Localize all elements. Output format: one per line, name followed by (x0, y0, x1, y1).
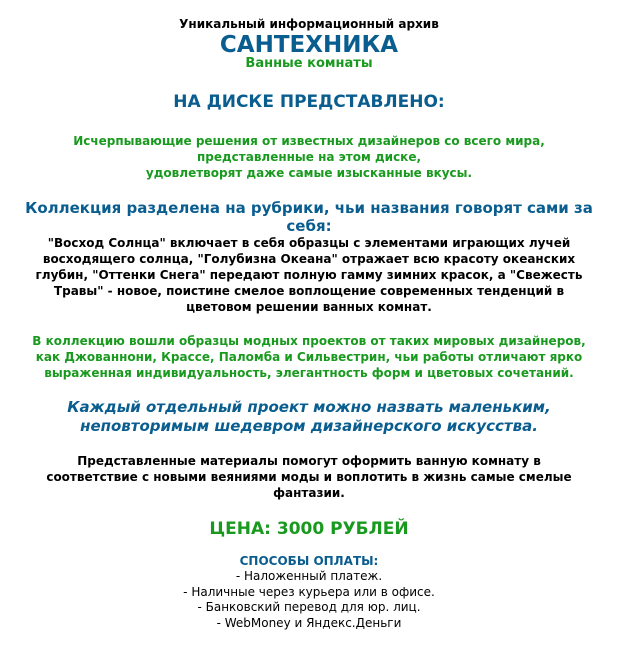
product-category: Ванные комнаты (245, 56, 373, 71)
collection-heading-line: Коллекция разделена на рубрики, чьи названия говорят сами за (25, 199, 593, 217)
collection-line: цветовом решении ванных комнат. (186, 300, 432, 314)
collection-line: глубин, "Оттенки Снега" передают полную гамму зимних красок, а "Свежесть (35, 268, 583, 282)
archive-tagline: Уникальный информационный архив (179, 17, 439, 31)
materials-line: фантазии. (273, 486, 345, 500)
masterpiece-statement (0, 398, 618, 436)
collection-line: Травы" - новое, поистине смелое воплощение современных тенденций в (53, 284, 565, 298)
masterpiece-line: Каждый отдельный проект можно назвать маленьким, (67, 398, 551, 416)
intro-line: удовлетворят даже самые изысканные вкусы. (145, 166, 473, 180)
masterpiece-line: неповторимым шедевром дизайнерского искусства. (80, 417, 538, 435)
product-description-page (0, 17, 618, 631)
payment-method-item: - Наложенный платеж. (235, 569, 383, 583)
on-disc-heading: НА ДИСКЕ ПРЕДСТАВЛЕНО: (173, 92, 445, 112)
collection-heading-line: себя: (286, 217, 332, 235)
intro-line: Исчерпывающие решения от известных дизайнеров со всего мира, (73, 134, 545, 148)
collection-heading (0, 199, 618, 235)
materials-paragraph (0, 453, 618, 501)
product-title: САНТЕХНИКА (219, 32, 399, 58)
collection-paragraph (0, 235, 618, 315)
collection-line: "Восход Солнца" включает в себя образцы с элементами играющих лучей (47, 236, 571, 250)
materials-line: Представленные материалы помогут оформить ванную комнату в (77, 454, 541, 468)
designers-line: В коллекцию вошли образцы модных проектов от таких мировых дизайнеров, (32, 334, 586, 348)
designers-line: выраженная индивидуальность, элегантность форм и цветовых сочетаний. (44, 366, 574, 380)
payment-method-item: - Наличные через курьера или в офисе. (183, 584, 435, 599)
designers-line: как Джованнони, Крассе, Паломба и Сильвестрин, чьи работы отличают ярко (35, 350, 583, 364)
intro-line: представленные на этом диске, (196, 150, 422, 164)
collection-line: восходящего солнца, "Голубизна Океана" отражает всю красоту океанских (42, 252, 576, 266)
intro-paragraph (0, 133, 618, 181)
materials-line: соответствие с новыми веяниями моды и воплотить в жизнь самые смелые (46, 470, 572, 484)
payment-method-item: - WebMoney и Яндекс.Деньги (216, 615, 402, 630)
payment-method-item: - Банковский перевод для юр. лиц. (197, 600, 421, 614)
payment-methods-title: СПОСОБЫ ОПЛАТЫ: (239, 554, 379, 568)
price-label: ЦЕНА: 3000 РУБЛЕЙ (209, 519, 409, 539)
payment-methods-list (0, 569, 618, 631)
designers-paragraph (0, 333, 618, 381)
